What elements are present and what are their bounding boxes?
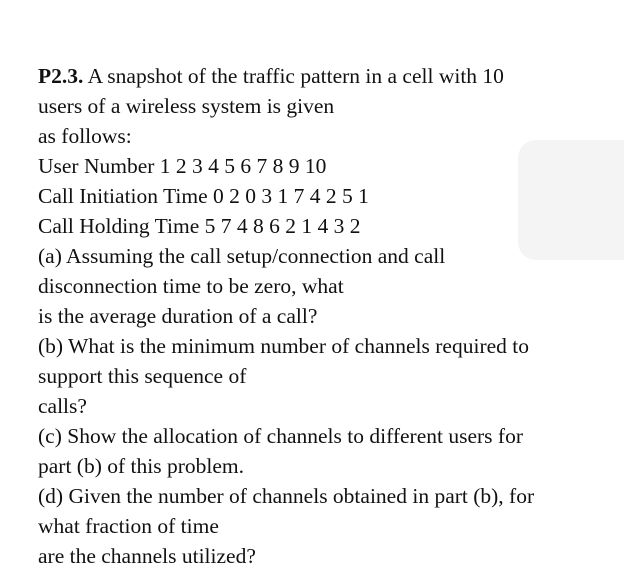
problem-line-text: A snapshot of the traffic pattern in a cell with 10	[83, 64, 504, 88]
problem-line-1	[38, 61, 624, 91]
problem-line-3: as follows:	[38, 124, 132, 148]
part-b-line-1: (b) What is the minimum number of channels required to	[38, 334, 529, 358]
problem-label: P2.3.	[38, 64, 84, 88]
part-c-line-2: part (b) of this problem.	[38, 454, 244, 478]
part-d-line-1: (d) Given the number of channels obtained in part (b), for	[38, 484, 535, 508]
call-holding-row: Call Holding Time 5 7 4 8 6 2 1 4 3 2	[38, 214, 361, 238]
part-a-line-2: disconnection time to be zero, what	[38, 274, 344, 298]
part-b-line-3: calls?	[38, 394, 87, 418]
part-b-line-2: support this sequence of	[38, 364, 247, 388]
part-a-line-1: (a) Assuming the call setup/connection and call	[38, 244, 446, 268]
problem-text	[38, 61, 624, 571]
part-d-line-3: are the channels utilized?	[38, 544, 256, 568]
problem-line-2: users of a wireless system is given	[38, 94, 335, 118]
call-initiation-row: Call Initiation Time 0 2 0 3 1 7 4 2 5 1	[38, 184, 369, 208]
user-number-row: User Number 1 2 3 4 5 6 7 8 9 10	[38, 154, 327, 178]
part-a-line-3: is the average duration of a call?	[38, 304, 318, 328]
part-c-line-1: (c) Show the allocation of channels to different users for	[38, 424, 523, 448]
part-d-line-2: what fraction of time	[38, 514, 219, 538]
